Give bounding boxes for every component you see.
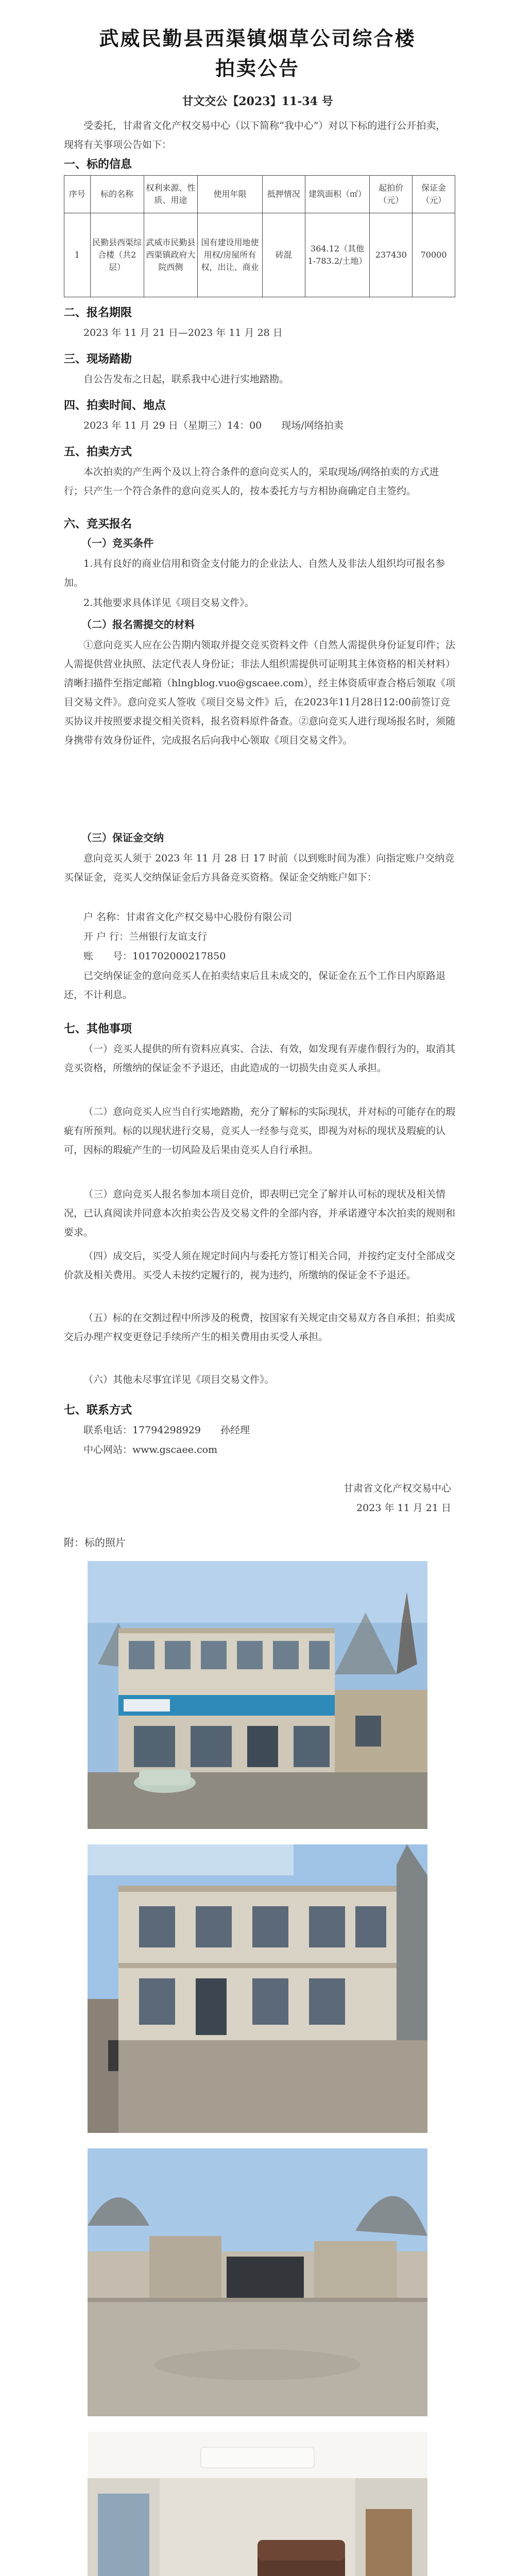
listing-info-table (64, 175, 455, 297)
table-row (64, 213, 455, 297)
table-cell: 364.12（其他1-783.2/土地） (305, 213, 370, 297)
auction-method-text: 本次拍卖的产生两个及以上符合条件的意向竞买人的，采取现场/网络拍卖的方式进行；只产生一个符合条件的意向竞买人的，按本委托方与方相协商确定自主签约。 (64, 466, 439, 497)
table-cell: 1 (64, 213, 91, 297)
interior-room-photo (88, 2432, 427, 2576)
table-cell: 国有建设用地使用权/房屋所有权，出让、商业 (198, 213, 263, 297)
notes-heading: 七、其他事项 (64, 1022, 132, 1036)
section-1-heading: 一、标的信息 (64, 158, 132, 171)
title-line-1: 武威民勤县西渠镇烟草公司综合楼 (99, 27, 416, 50)
table-header: 抵押情况 (262, 176, 305, 213)
section-2-heading: 二、报名期限 (64, 306, 132, 319)
materials-subheading: （二）报名需提交的材料 (81, 618, 195, 631)
table-header: 标的名称 (90, 176, 144, 213)
table-header-row (64, 176, 455, 213)
table-cell: 砖混 (262, 213, 305, 297)
registration-period: 2023 年 11 月 21 日—2023 年 11 月 28 日 (83, 327, 283, 338)
section-5-heading: 五、拍卖方式 (64, 445, 132, 459)
auction-time-place: 2023 年 11 月 29 日（星期三）14：00 现场/网络拍卖 (83, 420, 344, 431)
section-3-heading: 三、现场踏勘 (64, 352, 132, 366)
section-4-heading: 四、拍卖时间、地点 (64, 399, 166, 412)
note-5: （五）标的在交割过程中所涉及的税费，按国家有关规定由交易双方各自承担；拍卖成交后办理产权变更登记手续所产生的相关费用由买受人承担。 (64, 1312, 456, 1343)
note-2: （二）意向竞买人应当自行实地踏勘，充分了解标的实际现状，并对标的可能存在的瑕疵有所预判。标的以现状进行交易，竞买人一经参与竞买，即视为对标的现状及瑕疵的认可，因标的瑕疵产生的一切风险及后果由竞买人自行承担。 (64, 1106, 456, 1156)
account-name: 户 名称：甘肃省文化产权交易中心股份有限公司 (83, 911, 293, 923)
table-cell: 民勤县西渠综合楼（共2层） (90, 213, 144, 297)
condition-2: 2.其他要求具体详见《项目交易文件》。 (83, 597, 254, 608)
note-6: （六）其他未尽事宜详见《项目交易文件》。 (83, 1374, 274, 1385)
table-header: 起拍价（元） (370, 176, 413, 213)
section-7-heading: 七、联系方式 (64, 1403, 132, 1417)
table-header: 建筑面积（㎡） (305, 176, 370, 213)
doc-number: 甘文交公【2023】11-34 号 (182, 95, 333, 108)
yard-gate-photo (88, 2148, 427, 2416)
payment-text: 意向竞买人须于 2023 年 11 月 28 日 17 时前（以到账时间为准）向指定账户交纳竞买保证金，竞买人交纳保证金后方具备竞买资格。保证金交纳账户如下： (64, 853, 455, 883)
payment-subheading: （三）保证金交纳 (81, 832, 164, 844)
note-1: （一）竞买人提供的所有资料应真实、合法、有效，如发现有弄虚作假行为的，取消其竞买资格，所缴纳的保证金不予退还，由此造成的一切损失由竞买人承担。 (64, 1043, 456, 1074)
signature-date: 2023 年 11 月 21 日 (356, 1502, 451, 1514)
condition-1: 1.具有良好的商业信用和资金支付能力的企业法人、自然人及非法人组织均可报名参加。 (64, 558, 445, 588)
table-header: 保证金（元） (413, 176, 455, 213)
table-header: 权利来源、性质、用途 (144, 176, 197, 213)
contact-phone: 联系电话：17794298929 孙经理 (83, 1425, 250, 1436)
title-line-2: 拍卖公告 (215, 57, 300, 80)
note-4: （四）成交后，买受人须在规定时间内与委托方签订相关合同，并按约定支付全部成交价款及相关费用。买受人未按约定履行的，视为违约，所缴纳的保证金不予退还。 (64, 1250, 456, 1281)
table-cell: 70000 (413, 213, 455, 297)
deposit-note: 已交纳保证金的意向竞买人在拍卖结束后且未成交的，保证金在五个工作日内原路退还，不计利息。 (64, 970, 446, 1001)
table-header: 使用年限 (198, 176, 263, 213)
intro-paragraph: 受委托，甘肃省文化产权交易中心（以下简称“我中心”）对以下标的进行公开拍卖，现将有关事项公告如下： (64, 120, 446, 150)
table-cell: 武威市民勤县西渠镇政府大院西侧 (144, 213, 197, 297)
note-3: （三）意向竞买人报名参加本项目竞价，即表明已完全了解并认可标的现状及相关情况，已认真阅读并同意本次拍卖公告及交易文件的全部内容，并承诺遵守本次拍卖的规则和要求。 (64, 1189, 456, 1238)
account-number: 账 号：101702000217850 (83, 951, 226, 962)
courtyard-building-photo (88, 1844, 427, 2133)
survey-text: 自公告发布之日起，联系我中心进行实地踏勘。 (83, 374, 289, 385)
table-header: 序号 (64, 176, 91, 213)
signature-org: 甘肃省文化产权交易中心 (343, 1483, 451, 1494)
website-text: 中心网站：www.gscaee.com (83, 1444, 218, 1455)
conditions-subheading: （一）竞买条件 (81, 537, 153, 549)
materials-text: ①意向竞买人应在公告期内领取并提交竞买资料文件（自然人需提供身份证复印件；法人需提供营业执照、法定代表人身份证；非法人组织需提供可证明其主体资格的相关材料）清晰扫描件至指定邮箱（hlngblog.vuo@gscaee.com），经主体资质审查合格后领取《项目交易文件》。意向竞买人签收《项目交易文件》后，在2023年11月28日12:00前签订竞买协议并按照要求提交相关资料，报名资料原件备查。②意向竞买人进行现场报名时，须随身携带有效身份证件，完成报名后向我中心领取《项目交易文件》。 (64, 639, 456, 746)
section-6-heading: 六、竞买报名 (64, 517, 132, 531)
bank-name: 开 户 行：兰州银行友谊支行 (83, 931, 208, 942)
building-front-photo (88, 1561, 427, 1829)
table-cell: 237430 (370, 213, 413, 297)
photos-label: 附：标的照片 (64, 1536, 126, 1549)
